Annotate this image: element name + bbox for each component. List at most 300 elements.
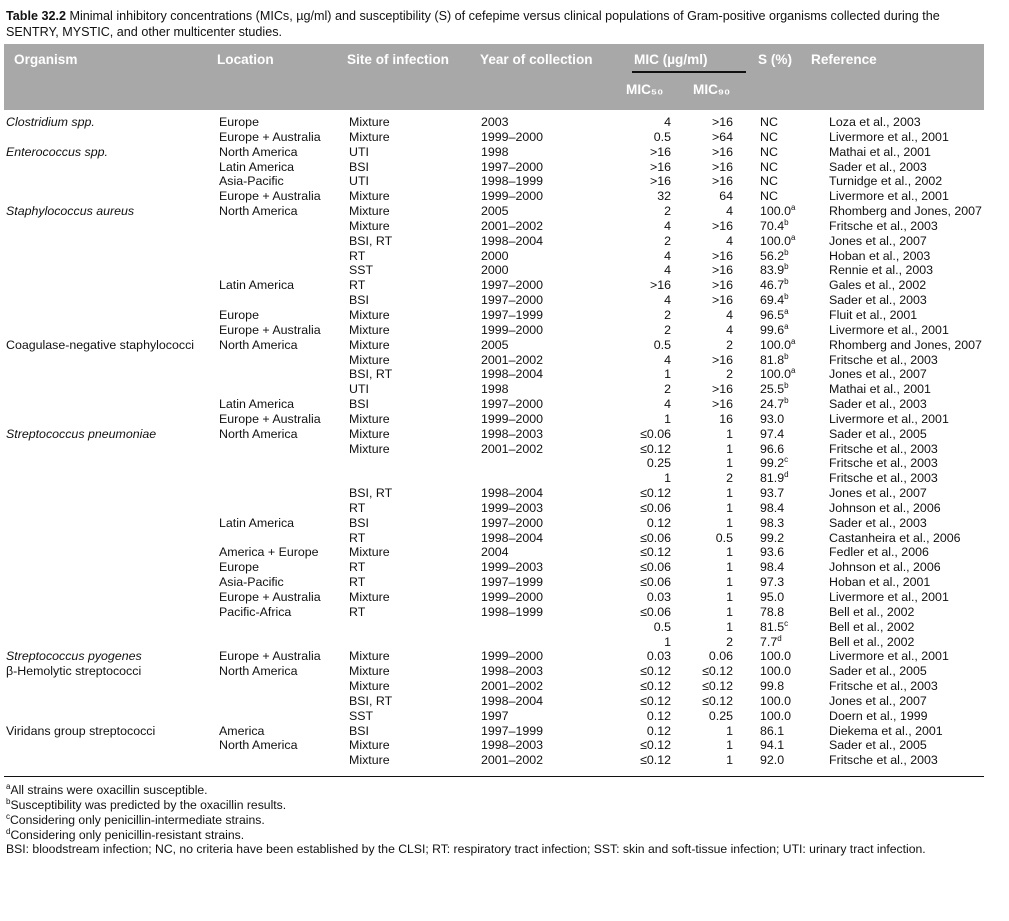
susceptibility-cell-text: 100.0 <box>760 204 792 219</box>
mic90-cell-text: >16 <box>711 397 733 412</box>
year-cell <box>481 204 591 219</box>
reference-cell <box>829 353 984 368</box>
location-cell <box>219 694 349 709</box>
site-cell-text: UTI <box>349 144 369 159</box>
year-cell <box>481 486 591 501</box>
site-cell <box>349 115 481 130</box>
year-cell-text: 1999–2003 <box>481 500 544 515</box>
organism-cell <box>4 204 219 219</box>
year-cell-text: 1999–2003 <box>481 560 544 575</box>
year-cell <box>481 278 591 293</box>
organism-cell <box>4 456 219 471</box>
site-cell-text: UTI <box>349 382 369 397</box>
susceptibility-cell <box>733 189 829 204</box>
table-row <box>4 501 984 516</box>
site-cell <box>349 456 481 471</box>
mic90-cell <box>671 115 733 130</box>
susceptibility-cell <box>733 560 829 575</box>
site-cell <box>349 219 481 234</box>
mic90-cell-text: 1 <box>726 515 733 530</box>
mic50-cell <box>591 145 671 160</box>
location-cell <box>219 427 349 442</box>
table-row <box>4 724 984 739</box>
footnote-marker: c <box>784 455 789 465</box>
reference-cell-text: Gales et al., 2002 <box>829 278 927 293</box>
table-row <box>4 635 984 650</box>
site-cell <box>349 560 481 575</box>
mic50-cell-text: 0.5 <box>653 619 671 634</box>
year-cell <box>481 620 591 635</box>
location-cell <box>219 724 349 739</box>
susceptibility-cell <box>733 338 829 353</box>
mic90-cell-text: 4 <box>726 322 733 337</box>
year-cell-text: 1997–1999 <box>481 575 544 590</box>
footnote-marker: a <box>791 366 796 376</box>
mic50-cell-text: ≤0.06 <box>640 426 671 441</box>
year-cell <box>481 635 591 650</box>
site-cell <box>349 694 481 709</box>
mic90-cell-text: 1 <box>726 738 733 753</box>
table-row <box>4 397 984 412</box>
site-cell-text: BSI <box>349 723 369 738</box>
site-cell-text: Mixture <box>349 679 390 694</box>
table-row <box>4 249 984 264</box>
location-cell-text: North America <box>219 426 298 441</box>
mic90-cell <box>671 263 733 278</box>
susceptibility-cell <box>733 308 829 323</box>
table-row <box>4 590 984 605</box>
organism-cell <box>4 427 219 442</box>
header-year: Year of collection <box>480 52 593 67</box>
organism-cell <box>4 382 219 397</box>
mic90-cell-text: 1 <box>726 500 733 515</box>
site-cell-text: SST <box>349 263 374 278</box>
site-cell-text: BSI, RT <box>349 367 393 382</box>
mic50-cell <box>591 249 671 264</box>
reference-cell <box>829 471 984 486</box>
year-cell <box>481 263 591 278</box>
reference-cell-text: Castanheira et al., 2006 <box>829 530 961 545</box>
mic50-cell-text: 0.5 <box>653 337 671 352</box>
reference-cell <box>829 115 984 130</box>
mic90-cell <box>671 174 733 189</box>
location-cell <box>219 338 349 353</box>
year-cell <box>481 442 591 457</box>
location-cell-text: Pacific-Africa <box>219 604 292 619</box>
mic90-cell-text: 1 <box>726 723 733 738</box>
year-cell-text: 1997–2000 <box>481 515 544 530</box>
reference-cell-text: Fritsche et al., 2003 <box>829 441 938 456</box>
organism-cell <box>4 649 219 664</box>
site-cell <box>349 679 481 694</box>
location-cell <box>219 263 349 278</box>
mic90-cell-text: 2 <box>726 471 733 486</box>
reference-cell-text: Bell et al., 2002 <box>829 619 915 634</box>
mic50-cell <box>591 160 671 175</box>
susceptibility-cell <box>733 427 829 442</box>
reference-cell-text: Mathai et al., 2001 <box>829 382 931 397</box>
organism-cell <box>4 679 219 694</box>
year-cell <box>481 189 591 204</box>
location-cell-text: Europe + Australia <box>219 322 321 337</box>
site-cell-text: Mixture <box>349 204 390 219</box>
location-cell-text: Europe <box>219 560 259 575</box>
susceptibility-cell <box>733 545 829 560</box>
organism-cell <box>4 738 219 753</box>
mic50-cell <box>591 501 671 516</box>
footnotes <box>6 783 976 857</box>
abbreviations-note: BSI: bloodstream infection; NC, no criteria have been established by the CLSI; RT: respiratory tract infection; SST: skin and soft-tissue infection; UTI: urinary tract infection. <box>6 842 926 857</box>
reference-cell <box>829 501 984 516</box>
site-cell <box>349 649 481 664</box>
mic50-cell <box>591 545 671 560</box>
mic90-cell-text: 1 <box>726 619 733 634</box>
reference-cell-text: Fritsche et al., 2003 <box>829 456 938 471</box>
susceptibility-cell-text: 100.0 <box>760 233 792 248</box>
location-cell-text: North America <box>219 337 298 352</box>
table-row <box>4 531 984 546</box>
reference-cell <box>829 531 984 546</box>
year-cell <box>481 382 591 397</box>
site-cell <box>349 442 481 457</box>
reference-cell-text: Fritsche et al., 2003 <box>829 679 938 694</box>
year-cell <box>481 115 591 130</box>
mic50-cell-text: >16 <box>649 159 671 174</box>
year-cell <box>481 323 591 338</box>
susceptibility-cell-text: 98.4 <box>760 500 785 515</box>
mic90-cell-text: >16 <box>711 115 733 129</box>
year-cell-text: 1998–2004 <box>481 693 544 708</box>
year-cell-text: 1998–2004 <box>481 486 544 501</box>
mic90-cell <box>671 145 733 160</box>
mic50-cell <box>591 679 671 694</box>
year-cell <box>481 560 591 575</box>
location-cell-text: America + Europe <box>219 545 319 560</box>
year-cell <box>481 664 591 679</box>
header-reference: Reference <box>811 52 877 67</box>
mic50-cell-text: 1 <box>664 411 671 426</box>
mic90-cell <box>671 293 733 308</box>
reference-cell-text: Sader et al., 2005 <box>829 664 927 679</box>
table-row <box>4 545 984 560</box>
mic50-cell-text: 2 <box>664 307 671 322</box>
mic90-cell-text: >16 <box>711 159 733 174</box>
year-cell-text: 1998–2004 <box>481 233 544 248</box>
table-row <box>4 649 984 664</box>
site-cell-text: RT <box>349 278 366 293</box>
susceptibility-cell <box>733 367 829 382</box>
susceptibility-cell <box>733 160 829 175</box>
site-cell-text: RT <box>349 248 366 263</box>
susceptibility-cell-text: 7.7 <box>760 634 778 649</box>
year-cell-text: 2005 <box>481 337 509 352</box>
reference-cell <box>829 249 984 264</box>
year-cell <box>481 649 591 664</box>
footnote-text: Considering only penicillin-resistant strains. <box>10 827 245 842</box>
organism-cell-text: Viridans group streptococci <box>6 723 156 738</box>
mic90-cell <box>671 738 733 753</box>
reference-cell <box>829 724 984 739</box>
mic50-cell-text: 2 <box>664 322 671 337</box>
location-cell <box>219 382 349 397</box>
site-cell-text: Mixture <box>349 129 390 144</box>
table-header <box>4 44 984 110</box>
organism-cell <box>4 694 219 709</box>
susceptibility-cell <box>733 649 829 664</box>
year-cell-text: 2001–2002 <box>481 679 544 694</box>
susceptibility-cell-text: 81.5 <box>760 619 785 634</box>
mic90-cell <box>671 204 733 219</box>
reference-cell <box>829 649 984 664</box>
susceptibility-cell <box>733 709 829 724</box>
location-cell-text: North America <box>219 204 298 219</box>
year-cell-text: 2001–2002 <box>481 352 544 367</box>
reference-cell <box>829 174 984 189</box>
year-cell-text: 2004 <box>481 545 509 560</box>
susceptibility-cell <box>733 323 829 338</box>
susceptibility-cell-text: 98.3 <box>760 515 785 530</box>
site-cell <box>349 486 481 501</box>
site-cell-text: BSI <box>349 159 369 174</box>
mic50-cell <box>591 427 671 442</box>
year-cell <box>481 471 591 486</box>
susceptibility-cell <box>733 412 829 427</box>
year-cell <box>481 590 591 605</box>
mic90-cell-text: 1 <box>726 604 733 619</box>
header-mic90: MIC₉₀ <box>693 82 731 97</box>
location-cell <box>219 709 349 724</box>
mic90-cell-text: >16 <box>711 278 733 293</box>
footnote-b <box>6 798 976 813</box>
susceptibility-cell <box>733 249 829 264</box>
organism-cell <box>4 753 219 768</box>
year-cell <box>481 397 591 412</box>
mic50-cell-text: >16 <box>649 174 671 189</box>
mic50-cell <box>591 471 671 486</box>
mic50-cell <box>591 738 671 753</box>
reference-cell <box>829 160 984 175</box>
susceptibility-cell-text: 99.2 <box>760 456 785 471</box>
organism-cell <box>4 412 219 427</box>
reference-cell <box>829 664 984 679</box>
year-cell-text: 2001–2002 <box>481 441 544 456</box>
mic90-cell-text: 1 <box>726 456 733 471</box>
mic90-cell-text: 16 <box>719 411 733 426</box>
location-cell <box>219 278 349 293</box>
mic50-cell <box>591 694 671 709</box>
mic50-cell <box>591 590 671 605</box>
table-row <box>4 130 984 145</box>
reference-cell-text: Fritsche et al., 2003 <box>829 471 938 486</box>
year-cell <box>481 130 591 145</box>
susceptibility-cell-text: 98.4 <box>760 560 785 575</box>
table-row <box>4 664 984 679</box>
table-row <box>4 219 984 234</box>
table-row <box>4 471 984 486</box>
site-cell <box>349 620 481 635</box>
susceptibility-cell <box>733 174 829 189</box>
mic90-cell <box>671 456 733 471</box>
site-cell <box>349 293 481 308</box>
site-cell <box>349 308 481 323</box>
mic90-cell-text: 1 <box>726 486 733 501</box>
mic50-cell-text: 0.03 <box>646 649 671 664</box>
footnote-marker: b <box>784 262 789 272</box>
mic50-cell-text: 0.25 <box>646 456 671 471</box>
mic90-cell-text: >16 <box>711 144 733 159</box>
mic50-cell-text: 0.12 <box>646 723 671 738</box>
susceptibility-cell <box>733 293 829 308</box>
header-organism: Organism <box>14 52 78 67</box>
location-cell <box>219 442 349 457</box>
mic50-cell-text: 4 <box>664 218 671 233</box>
footnote-mark: d <box>6 826 11 836</box>
susceptibility-cell-text: 56.2 <box>760 248 785 263</box>
susceptibility-cell-text: 86.1 <box>760 723 785 738</box>
location-cell-text: Latin America <box>219 515 295 530</box>
susceptibility-cell-text: 94.1 <box>760 738 785 753</box>
site-cell-text: Mixture <box>349 545 390 560</box>
susceptibility-cell <box>733 575 829 590</box>
mic50-cell-text: 4 <box>664 263 671 278</box>
location-cell-text: Europe <box>219 307 259 322</box>
reference-cell <box>829 367 984 382</box>
year-cell-text: 1999–2000 <box>481 411 544 426</box>
location-cell-text: America <box>219 723 265 738</box>
reference-cell-text: Livermore et al., 2001 <box>829 129 949 144</box>
mic50-cell <box>591 263 671 278</box>
table-row <box>4 412 984 427</box>
reference-cell <box>829 560 984 575</box>
susceptibility-cell-text: 96.6 <box>760 441 785 456</box>
reference-cell-text: Fedler et al., 2006 <box>829 545 929 560</box>
location-cell <box>219 204 349 219</box>
mic50-cell <box>591 486 671 501</box>
year-cell-text: 1999–2000 <box>481 129 544 144</box>
mic50-cell <box>591 278 671 293</box>
reference-cell <box>829 679 984 694</box>
organism-cell-text: Streptococcus pyogenes <box>6 649 142 664</box>
year-cell-text: 2001–2002 <box>481 753 544 768</box>
reference-cell-text: Turnidge et al., 2002 <box>829 174 943 189</box>
mic90-cell <box>671 486 733 501</box>
reference-cell-text: Livermore et al., 2001 <box>829 590 949 604</box>
reference-cell-text: Jones et al., 2007 <box>829 233 927 248</box>
site-cell <box>349 249 481 264</box>
location-cell <box>219 664 349 679</box>
organism-cell <box>4 189 219 204</box>
mic50-cell-text: 4 <box>664 248 671 263</box>
reference-cell-text: Sader et al., 2003 <box>829 515 927 530</box>
table-row <box>4 189 984 204</box>
site-cell-text: UTI <box>349 174 369 189</box>
mic50-cell-text: ≤0.12 <box>640 486 671 501</box>
susceptibility-cell-text: 100.0 <box>760 693 792 708</box>
location-cell-text: Europe + Australia <box>219 649 321 664</box>
susceptibility-cell <box>733 397 829 412</box>
mic50-cell <box>591 605 671 620</box>
mic50-cell-text: 0.12 <box>646 515 671 530</box>
location-cell-text: Asia-Pacific <box>219 575 284 590</box>
mic50-cell-text: 4 <box>664 293 671 308</box>
mic50-cell <box>591 293 671 308</box>
susceptibility-cell-text: 100.0 <box>760 664 792 679</box>
mic90-cell-text: 4 <box>726 204 733 219</box>
reference-cell <box>829 308 984 323</box>
mic90-cell <box>671 219 733 234</box>
mic50-cell <box>591 308 671 323</box>
mic90-cell <box>671 605 733 620</box>
reference-cell-text: Livermore et al., 2001 <box>829 322 949 337</box>
mic50-cell <box>591 724 671 739</box>
footnote-marker: a <box>791 336 796 346</box>
organism-cell <box>4 115 219 130</box>
susceptibility-cell <box>733 620 829 635</box>
susceptibility-cell <box>733 531 829 546</box>
mic90-cell-text: 1 <box>726 426 733 441</box>
table-row <box>4 694 984 709</box>
mic90-cell <box>671 709 733 724</box>
organism-cell-text: Staphylococcus aureus <box>6 204 135 219</box>
mic50-cell-text: 2 <box>664 204 671 219</box>
year-cell-text: 1997–2000 <box>481 278 544 293</box>
organism-cell-text: Streptococcus pneumoniae <box>6 426 157 441</box>
year-cell-text: 1999–2000 <box>481 322 544 337</box>
site-cell <box>349 160 481 175</box>
reference-cell-text: Johnson et al., 2006 <box>829 500 941 515</box>
footnote-a <box>6 783 976 798</box>
year-cell-text: 1997–1999 <box>481 723 544 738</box>
location-cell <box>219 293 349 308</box>
organism-cell-text: Clostridium spp. <box>6 115 95 129</box>
site-cell-text: RT <box>349 575 366 590</box>
footnote-marker: c <box>784 618 789 628</box>
site-cell <box>349 590 481 605</box>
susceptibility-cell <box>733 679 829 694</box>
location-cell-text: Europe + Australia <box>219 411 321 426</box>
site-cell <box>349 397 481 412</box>
reference-cell <box>829 293 984 308</box>
mic90-cell <box>671 353 733 368</box>
susceptibility-cell-text: 93.7 <box>760 486 785 501</box>
table-row <box>4 486 984 501</box>
mic50-cell-text: 1 <box>664 367 671 382</box>
organism-cell <box>4 664 219 679</box>
table-row <box>4 160 984 175</box>
mic50-cell <box>591 560 671 575</box>
susceptibility-cell-text: 93.0 <box>760 411 785 426</box>
reference-cell <box>829 545 984 560</box>
header-s: S (%) <box>758 52 792 67</box>
mic90-cell <box>671 753 733 768</box>
year-cell <box>481 367 591 382</box>
site-cell <box>349 353 481 368</box>
organism-cell <box>4 323 219 338</box>
susceptibility-cell <box>733 382 829 397</box>
location-cell-text: Europe <box>219 115 259 129</box>
organism-cell <box>4 620 219 635</box>
mic90-cell-text: 1 <box>726 575 733 590</box>
year-cell <box>481 145 591 160</box>
site-cell <box>349 204 481 219</box>
table-row <box>4 516 984 531</box>
mic90-cell-text: >16 <box>711 263 733 278</box>
mic50-cell-text: 0.03 <box>646 590 671 604</box>
organism-cell <box>4 145 219 160</box>
data-table <box>4 115 984 768</box>
site-cell-text: Mixture <box>349 441 390 456</box>
susceptibility-cell-text: 97.3 <box>760 575 785 590</box>
